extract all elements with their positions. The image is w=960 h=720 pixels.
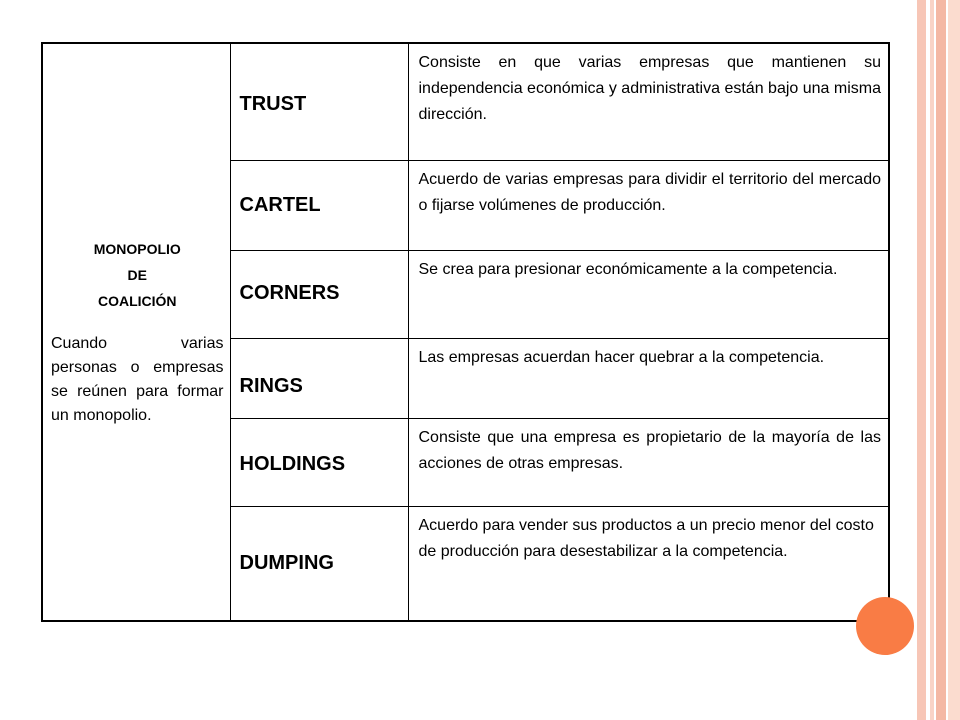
decorative-stripe xyxy=(930,0,934,720)
term-cell xyxy=(230,160,408,250)
accent-circle xyxy=(856,597,914,655)
term-cell xyxy=(230,338,408,418)
definition-rings: Las empresas acuerdan hacer quebrar a la competencia. xyxy=(408,338,889,418)
term-cell xyxy=(230,250,408,338)
definition-holdings: Consiste que una empresa es propietario de la mayoría de las acciones de otras empresas. xyxy=(408,418,889,506)
term-trust: TRUST xyxy=(239,93,307,116)
term-cell xyxy=(230,418,408,506)
monopoly-types-table xyxy=(41,42,890,622)
table-row xyxy=(42,43,889,160)
term-corners: CORNERS xyxy=(239,281,340,304)
decorative-stripe xyxy=(917,0,926,720)
term-dumping: DUMPING xyxy=(239,551,334,574)
coalition-title-line: COALICIÓN xyxy=(97,293,177,309)
definition-cartel: Acuerdo de varias empresas para dividir el territorio del mercado o fijarse volúmenes de producción. xyxy=(408,160,889,250)
definition-dumping: Acuerdo para vender sus productos a un precio menor del costo de producción para desestabilizar a la competencia. xyxy=(408,506,889,621)
decorative-stripe xyxy=(936,0,946,720)
term-rings: RINGS xyxy=(239,374,303,397)
term-cartel: CARTEL xyxy=(239,193,321,216)
definition-corners: Se crea para presionar económicamente a la competencia. xyxy=(408,250,889,338)
term-cell xyxy=(230,506,408,621)
definition-trust: Consiste en que varias empresas que mantienen su independencia económica y administrativa están bajo una misma dirección. xyxy=(408,43,889,160)
term-holdings: HOLDINGS xyxy=(239,452,346,475)
decorative-stripe xyxy=(948,0,960,720)
coalition-monopoly-cell xyxy=(42,43,230,621)
term-cell xyxy=(230,43,408,160)
coalition-title-line: DE xyxy=(127,267,147,283)
coalition-title xyxy=(51,236,224,314)
coalition-title-line: MONOPOLIO xyxy=(93,241,181,257)
coalition-description: Cuando varias personas o empresas se reúnen para formar un monopolio. xyxy=(51,335,224,424)
